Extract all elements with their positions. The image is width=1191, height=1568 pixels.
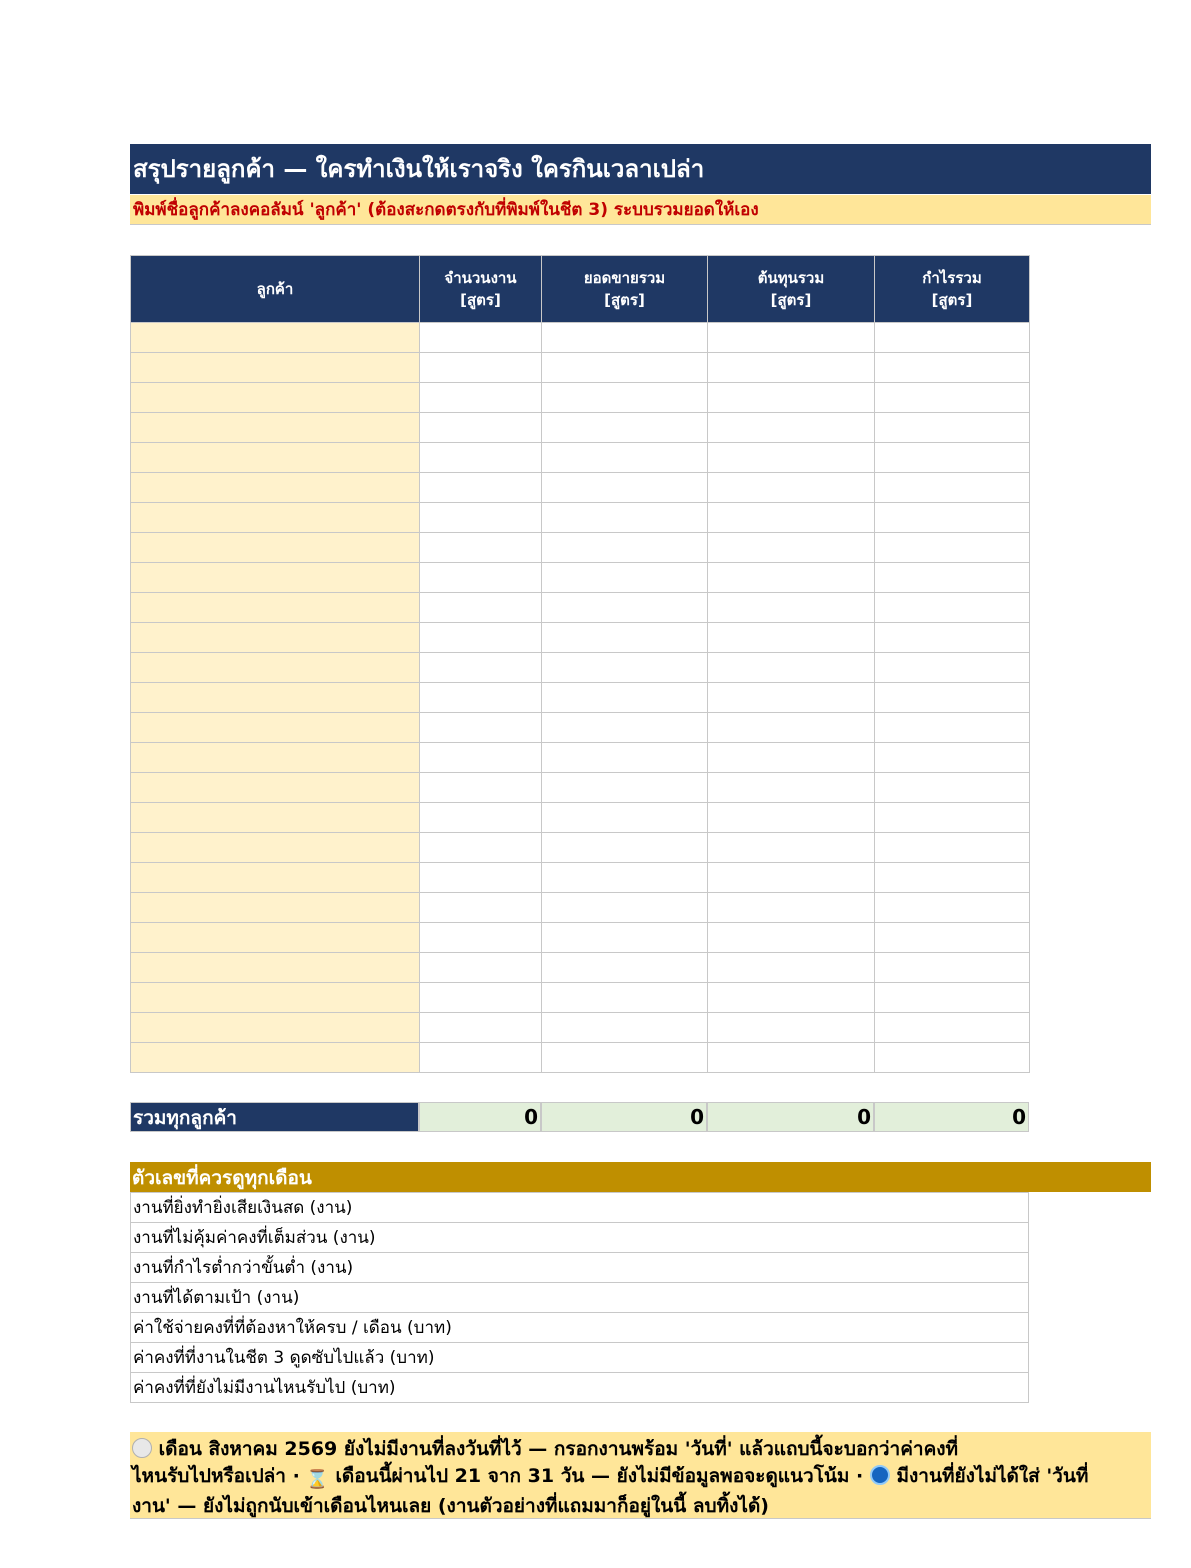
sales-cell[interactable] xyxy=(542,503,708,533)
table-row xyxy=(131,593,1030,623)
col-header-sales: ยอดขายรวม [สูตร] xyxy=(542,256,708,323)
blue-circle-icon xyxy=(870,1465,890,1485)
customer-cell[interactable] xyxy=(131,743,420,773)
table-row xyxy=(131,503,1030,533)
jobs-cell[interactable] xyxy=(420,413,542,443)
customer-cell[interactable] xyxy=(131,443,420,473)
table-row xyxy=(131,623,1030,653)
kpi-row[interactable] xyxy=(131,1373,1029,1403)
status-line-2 xyxy=(132,1463,1151,1493)
profit-cell[interactable] xyxy=(875,473,1030,503)
jobs-cell[interactable] xyxy=(420,773,542,803)
profit-cell[interactable] xyxy=(875,833,1030,863)
customer-cell[interactable] xyxy=(131,863,420,893)
hourglass-icon: ⌛ xyxy=(306,1469,329,1490)
profit-cell[interactable] xyxy=(875,1043,1030,1073)
table-row xyxy=(131,413,1030,443)
customer-cell[interactable] xyxy=(131,353,420,383)
kpi-label: ค่าใช้จ่ายคงที่ที่ต้องหาให้ครบ / เดือน (บาท) xyxy=(131,1313,1029,1343)
cost-cell[interactable] xyxy=(708,323,875,353)
sales-cell[interactable] xyxy=(542,863,708,893)
kpi-label: งานที่ไม่คุ้มค่าคงที่เต็มส่วน (งาน) xyxy=(131,1223,1029,1253)
status-line-3 xyxy=(132,1493,1151,1519)
customer-cell[interactable] xyxy=(131,563,420,593)
customer-cell[interactable] xyxy=(131,653,420,683)
profit-cell[interactable] xyxy=(875,1013,1030,1043)
table-row xyxy=(131,983,1030,1013)
cost-cell[interactable] xyxy=(708,893,875,923)
table-row xyxy=(131,653,1030,683)
jobs-cell[interactable] xyxy=(420,323,542,353)
jobs-cell[interactable] xyxy=(420,383,542,413)
profit-cell[interactable] xyxy=(875,623,1030,653)
jobs-cell[interactable] xyxy=(420,983,542,1013)
profit-cell[interactable] xyxy=(875,323,1030,353)
jobs-cell[interactable] xyxy=(420,473,542,503)
sales-cell[interactable] xyxy=(542,563,708,593)
jobs-cell[interactable] xyxy=(420,623,542,653)
jobs-cell[interactable] xyxy=(420,443,542,473)
kpi-row[interactable] xyxy=(131,1343,1029,1373)
jobs-cell[interactable] xyxy=(420,893,542,923)
total-cost[interactable]: 0 xyxy=(707,1102,874,1132)
profit-cell[interactable] xyxy=(875,563,1030,593)
jobs-cell[interactable] xyxy=(420,713,542,743)
col-header-jobs: จำนวนงาน [สูตร] xyxy=(420,256,542,323)
table-row xyxy=(131,533,1030,563)
total-jobs[interactable]: 0 xyxy=(419,1102,541,1132)
customer-cell[interactable] xyxy=(131,503,420,533)
profit-cell[interactable] xyxy=(875,413,1030,443)
sales-cell[interactable] xyxy=(542,1013,708,1043)
cost-cell[interactable] xyxy=(708,623,875,653)
table-row xyxy=(131,323,1030,353)
cost-cell[interactable] xyxy=(708,473,875,503)
cost-cell[interactable] xyxy=(708,983,875,1013)
cost-cell[interactable] xyxy=(708,1013,875,1043)
table-row xyxy=(131,803,1030,833)
table-header-row xyxy=(131,256,1030,323)
kpi-section-heading: ตัวเลขที่ควรดูทุกเดือน xyxy=(130,1162,1151,1192)
customer-cell[interactable] xyxy=(131,413,420,443)
total-profit[interactable]: 0 xyxy=(874,1102,1029,1132)
status-text-3: งาน' — ยังไม่ถูกนับเข้าเดือนไหนเลย (งานตัวอย่างที่แถมมาก็อยู่ในนี้ ลบทิ้งได้) xyxy=(132,1495,769,1517)
cost-cell[interactable] xyxy=(708,863,875,893)
sales-cell[interactable] xyxy=(542,413,708,443)
cost-cell[interactable] xyxy=(708,533,875,563)
jobs-cell[interactable] xyxy=(420,863,542,893)
kpi-row[interactable] xyxy=(131,1223,1029,1253)
profit-cell[interactable] xyxy=(875,503,1030,533)
jobs-cell[interactable] xyxy=(420,533,542,563)
customer-cell[interactable] xyxy=(131,983,420,1013)
table-row xyxy=(131,1043,1030,1073)
profit-cell[interactable] xyxy=(875,443,1030,473)
table-row xyxy=(131,863,1030,893)
sales-cell[interactable] xyxy=(542,473,708,503)
sales-cell[interactable] xyxy=(542,773,708,803)
customer-cell[interactable] xyxy=(131,623,420,653)
cost-cell[interactable] xyxy=(708,953,875,983)
jobs-cell[interactable] xyxy=(420,353,542,383)
cost-cell[interactable] xyxy=(708,683,875,713)
cost-cell[interactable] xyxy=(708,1043,875,1073)
cost-cell[interactable] xyxy=(708,773,875,803)
table-row xyxy=(131,353,1030,383)
sales-cell[interactable] xyxy=(542,713,708,743)
table-row xyxy=(131,1013,1030,1043)
kpi-row[interactable] xyxy=(131,1193,1029,1223)
jobs-cell[interactable] xyxy=(420,833,542,863)
customer-cell[interactable] xyxy=(131,473,420,503)
table-row xyxy=(131,473,1030,503)
cost-cell[interactable] xyxy=(708,503,875,533)
customer-cell[interactable] xyxy=(131,593,420,623)
cost-cell[interactable] xyxy=(708,833,875,863)
status-banner xyxy=(130,1432,1151,1519)
customer-cell[interactable] xyxy=(131,833,420,863)
sales-cell[interactable] xyxy=(542,323,708,353)
sales-cell[interactable] xyxy=(542,683,708,713)
customer-cell[interactable] xyxy=(131,953,420,983)
sales-cell[interactable] xyxy=(542,533,708,563)
page-title: สรุปรายลูกค้า — ใครทำเงินให้เราจริง ใครกินเวลาเปล่า xyxy=(130,144,1151,194)
jobs-cell[interactable] xyxy=(420,953,542,983)
status-text-2b: เดือนนี้ผ่านไป 21 จาก 31 วัน — ยังไม่มีข้อมูลพอจะดูแนวโน้ม · xyxy=(328,1465,870,1487)
table-row xyxy=(131,923,1030,953)
table-row xyxy=(131,683,1030,713)
cost-cell[interactable] xyxy=(708,563,875,593)
kpi-row[interactable] xyxy=(131,1313,1029,1343)
customer-cell[interactable] xyxy=(131,713,420,743)
sales-cell[interactable] xyxy=(542,383,708,413)
jobs-cell[interactable] xyxy=(420,1013,542,1043)
sales-cell[interactable] xyxy=(542,353,708,383)
customer-cell[interactable] xyxy=(131,1013,420,1043)
profit-cell[interactable] xyxy=(875,803,1030,833)
profit-cell[interactable] xyxy=(875,653,1030,683)
col-header-cost: ต้นทุนรวม [สูตร] xyxy=(708,256,875,323)
cost-cell[interactable] xyxy=(708,743,875,773)
customer-summary-table xyxy=(130,255,1030,1073)
profit-cell[interactable] xyxy=(875,863,1030,893)
col-header-customer: ลูกค้า xyxy=(131,256,420,323)
table-row xyxy=(131,743,1030,773)
total-sales[interactable]: 0 xyxy=(541,1102,707,1132)
table-row xyxy=(131,713,1030,743)
profit-cell[interactable] xyxy=(875,983,1030,1013)
totals-label: รวมทุกลูกค้า xyxy=(130,1102,419,1132)
jobs-cell[interactable] xyxy=(420,653,542,683)
sales-cell[interactable] xyxy=(542,593,708,623)
profit-cell[interactable] xyxy=(875,533,1030,563)
cost-cell[interactable] xyxy=(708,413,875,443)
instruction-banner: พิมพ์ชื่อลูกค้าลงคอลัมน์ 'ลูกค้า' (ต้องสะกดตรงกับที่พิมพ์ในชีต 3) ระบบรวมยอดให้เอง xyxy=(130,195,1151,225)
sales-cell[interactable] xyxy=(542,983,708,1013)
sales-cell[interactable] xyxy=(542,623,708,653)
table-row xyxy=(131,893,1030,923)
jobs-cell[interactable] xyxy=(420,743,542,773)
profit-cell[interactable] xyxy=(875,593,1030,623)
sales-cell[interactable] xyxy=(542,803,708,833)
status-text-1: เดือน สิงหาคม 2569 ยังไม่มีงานที่ลงวันที่ไว้ — กรอกงานพร้อม 'วันที่' แล้วแถบนี้จะบอกว่าค่าคงที่ xyxy=(158,1438,959,1460)
customer-cell[interactable] xyxy=(131,533,420,563)
table-row xyxy=(131,563,1030,593)
kpi-label: งานที่ได้ตามเป้า (งาน) xyxy=(131,1283,1029,1313)
profit-cell[interactable] xyxy=(875,713,1030,743)
table-row xyxy=(131,833,1030,863)
kpi-row[interactable] xyxy=(131,1253,1029,1283)
sales-cell[interactable] xyxy=(542,953,708,983)
table-row xyxy=(131,953,1030,983)
profit-cell[interactable] xyxy=(875,683,1030,713)
jobs-cell[interactable] xyxy=(420,1043,542,1073)
customer-cell[interactable] xyxy=(131,323,420,353)
profit-cell[interactable] xyxy=(875,743,1030,773)
customer-cell[interactable] xyxy=(131,1043,420,1073)
totals-row xyxy=(130,1102,1029,1132)
profit-cell[interactable] xyxy=(875,773,1030,803)
customer-cell[interactable] xyxy=(131,893,420,923)
sales-cell[interactable] xyxy=(542,443,708,473)
customer-cell[interactable] xyxy=(131,383,420,413)
cost-cell[interactable] xyxy=(708,443,875,473)
profit-cell[interactable] xyxy=(875,953,1030,983)
jobs-cell[interactable] xyxy=(420,923,542,953)
kpi-table xyxy=(130,1192,1029,1403)
customer-cell[interactable] xyxy=(131,683,420,713)
sales-cell[interactable] xyxy=(542,743,708,773)
sales-cell[interactable] xyxy=(542,893,708,923)
cost-cell[interactable] xyxy=(708,803,875,833)
sales-cell[interactable] xyxy=(542,653,708,683)
jobs-cell[interactable] xyxy=(420,803,542,833)
profit-cell[interactable] xyxy=(875,353,1030,383)
jobs-cell[interactable] xyxy=(420,593,542,623)
sales-cell[interactable] xyxy=(542,1043,708,1073)
profit-cell[interactable] xyxy=(875,383,1030,413)
sales-cell[interactable] xyxy=(542,833,708,863)
cost-cell[interactable] xyxy=(708,713,875,743)
table-row xyxy=(131,443,1030,473)
customer-cell[interactable] xyxy=(131,923,420,953)
kpi-label: งานที่ยิ่งทำยิ่งเสียเงินสด (งาน) xyxy=(131,1193,1029,1223)
customer-cell[interactable] xyxy=(131,773,420,803)
customer-cell[interactable] xyxy=(131,803,420,833)
status-text-2c: มีงานที่ยังไม่ได้ใส่ 'วันที่ xyxy=(889,1465,1089,1487)
profit-cell[interactable] xyxy=(875,893,1030,923)
cost-cell[interactable] xyxy=(708,353,875,383)
kpi-label: งานที่กำไรต่ำกว่าขั้นต่ำ (งาน) xyxy=(131,1253,1029,1283)
kpi-label: ค่าคงที่ที่งานในชีต 3 ดูดซับไปแล้ว (บาท) xyxy=(131,1343,1029,1373)
jobs-cell[interactable] xyxy=(420,683,542,713)
status-line-1 xyxy=(132,1436,1151,1463)
jobs-cell[interactable] xyxy=(420,503,542,533)
status-text-2a: ไหนรับไปหรือเปล่า · xyxy=(132,1465,307,1487)
table-row xyxy=(131,383,1030,413)
kpi-label: ค่าคงที่ที่ยังไม่มีงานไหนรับไป (บาท) xyxy=(131,1373,1029,1403)
jobs-cell[interactable] xyxy=(420,563,542,593)
white-circle-icon xyxy=(132,1438,152,1458)
cost-cell[interactable] xyxy=(708,923,875,953)
cost-cell[interactable] xyxy=(708,593,875,623)
col-header-profit: กำไรรวม [สูตร] xyxy=(875,256,1030,323)
cost-cell[interactable] xyxy=(708,653,875,683)
kpi-row[interactable] xyxy=(131,1283,1029,1313)
cost-cell[interactable] xyxy=(708,383,875,413)
table-row xyxy=(131,773,1030,803)
sales-cell[interactable] xyxy=(542,923,708,953)
profit-cell[interactable] xyxy=(875,923,1030,953)
